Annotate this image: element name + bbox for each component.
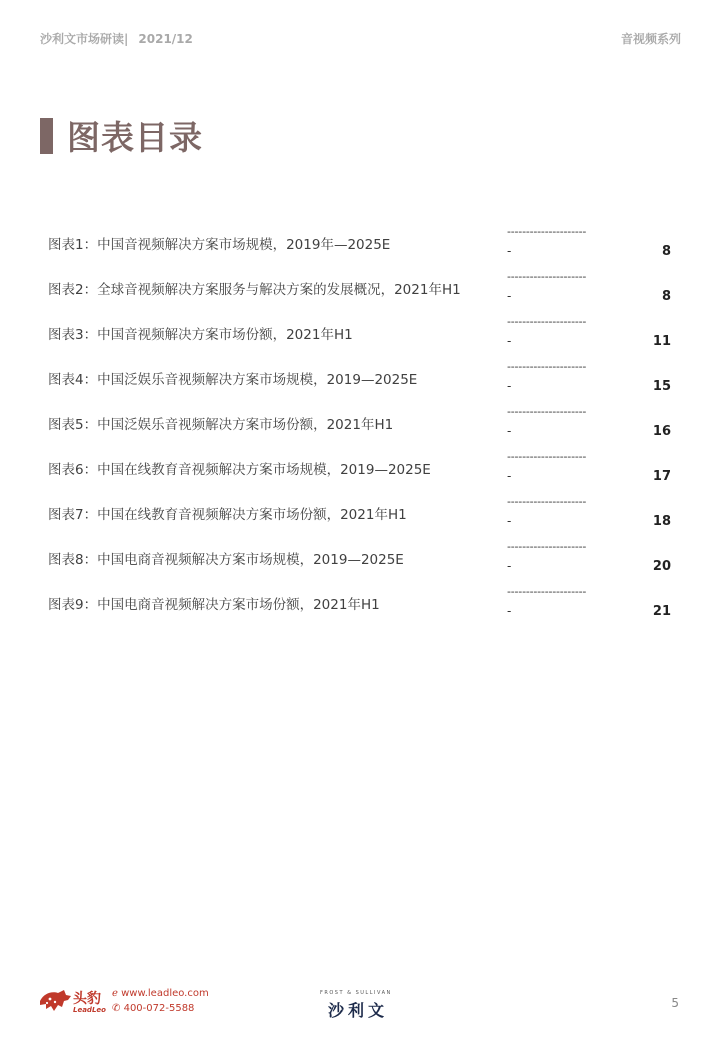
toc-item-7[interactable] bbox=[0, 495, 719, 535]
toc-leader-dash: - bbox=[507, 244, 512, 258]
toc-leader-line: --------------------- bbox=[507, 315, 587, 328]
web-icon: ℯ bbox=[112, 988, 118, 999]
toc-leader-dash: - bbox=[507, 559, 512, 573]
report-series-title: 沙利文市场研读| bbox=[40, 32, 129, 46]
website-text[interactable]: www.leadleo.com bbox=[121, 988, 209, 999]
toc-item-label[interactable]: 图表9：中国电商音视频解决方案市场份额，2021年H1 bbox=[48, 597, 380, 613]
toc-page-number[interactable]: 11 bbox=[652, 334, 671, 349]
phone-contact bbox=[112, 1003, 194, 1014]
toc-page-number[interactable]: 8 bbox=[661, 244, 671, 259]
page-title: 图表目录 bbox=[67, 118, 203, 157]
toc-leader-dash: - bbox=[507, 334, 512, 348]
toc-leader-line: --------------------- bbox=[507, 450, 587, 463]
toc-leader-line: --------------------- bbox=[507, 540, 587, 553]
website-link[interactable] bbox=[112, 988, 209, 999]
toc-leader-dash: - bbox=[507, 379, 512, 393]
phone-icon: ✆ bbox=[112, 1003, 121, 1014]
toc-item-6[interactable] bbox=[0, 450, 719, 490]
toc-leader-line: --------------------- bbox=[507, 225, 587, 238]
toc-item-label[interactable]: 图表1：中国音视频解决方案市场规模，2019年—2025E bbox=[48, 237, 391, 253]
toc-leader-line: --------------------- bbox=[507, 585, 587, 598]
toc-page-number[interactable]: 18 bbox=[652, 514, 671, 529]
toc-leader-dash: - bbox=[507, 289, 512, 303]
toc-item-label[interactable]: 图表2：全球音视频解决方案服务与解决方案的发展概况，2021年H1 bbox=[48, 282, 461, 298]
toc-item-4[interactable] bbox=[0, 360, 719, 400]
toc-item-label[interactable]: 图表6：中国在线教育音视频解决方案市场规模，2019—2025E bbox=[48, 462, 431, 478]
toc-leader-dash: - bbox=[507, 469, 512, 483]
page-number: 5 bbox=[671, 996, 679, 1010]
toc-item-label[interactable]: 图表4：中国泛娱乐音视频解决方案市场规模，2019—2025E bbox=[48, 372, 418, 388]
toc-item-label[interactable]: 图表8：中国电商音视频解决方案市场规模，2019—2025E bbox=[48, 552, 404, 568]
toc-leader-line: --------------------- bbox=[507, 405, 587, 418]
toc-item-5[interactable] bbox=[0, 405, 719, 445]
toc-page-number[interactable]: 20 bbox=[652, 559, 671, 574]
toc-leader-dash: - bbox=[507, 514, 512, 528]
report-series-label: 音视频系列 bbox=[620, 32, 681, 46]
toc-leader-dash: - bbox=[507, 604, 512, 618]
toc-page-number[interactable]: 15 bbox=[652, 379, 671, 394]
toc-leader-line: --------------------- bbox=[507, 495, 587, 508]
brand-name-en: LeadLeo bbox=[73, 1006, 106, 1014]
toc-leader-line: --------------------- bbox=[507, 360, 587, 373]
sullivan-logo-cn: 沙利文 bbox=[328, 1001, 389, 1020]
frost-sullivan-en: FROST & SULLIVAN bbox=[320, 990, 392, 996]
toc-item-label[interactable]: 图表7：中国在线教育音视频解决方案市场份额，2021年H1 bbox=[48, 507, 407, 523]
toc-page-number[interactable]: 16 bbox=[652, 424, 671, 439]
toc-item-3[interactable] bbox=[0, 315, 719, 355]
toc-item-1[interactable] bbox=[0, 225, 719, 265]
toc-leader-line: --------------------- bbox=[507, 270, 587, 283]
toc-page-number[interactable]: 21 bbox=[652, 604, 671, 619]
toc-item-9[interactable] bbox=[0, 585, 719, 625]
toc-item-label[interactable]: 图表5：中国泛娱乐音视频解决方案市场份额，2021年H1 bbox=[48, 417, 394, 433]
toc-page-number[interactable]: 17 bbox=[652, 469, 671, 484]
toc-page-number[interactable]: 8 bbox=[661, 289, 671, 304]
toc-item-2[interactable] bbox=[0, 270, 719, 310]
phone-text: 400-072-5588 bbox=[123, 1003, 195, 1014]
brand-name-cn: 头豹 bbox=[73, 991, 101, 1007]
toc-item-8[interactable] bbox=[0, 540, 719, 580]
leopard-logo-icon bbox=[38, 987, 72, 1013]
report-date: 2021/12 bbox=[138, 32, 193, 46]
toc-leader-dash: - bbox=[507, 424, 512, 438]
title-accent-bar bbox=[40, 118, 53, 154]
report-header-left bbox=[40, 30, 193, 47]
toc-item-label[interactable]: 图表3：中国音视频解决方案市场份额，2021年H1 bbox=[48, 327, 353, 343]
